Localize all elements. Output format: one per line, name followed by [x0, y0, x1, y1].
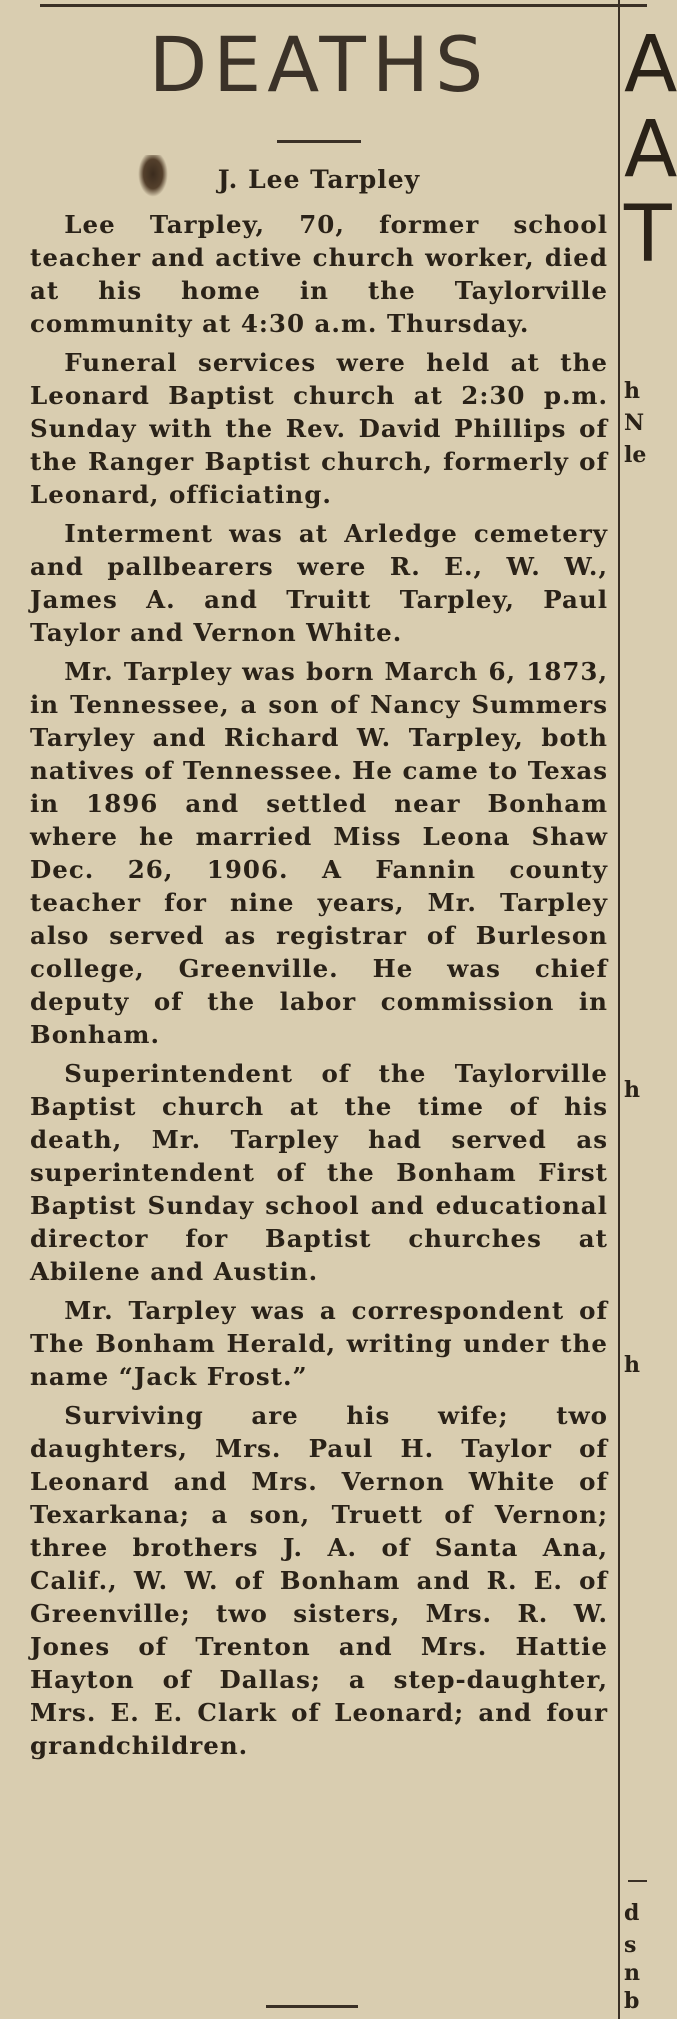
adjacent-fragment-3: T	[624, 190, 672, 280]
adjacent-fragment-2: A	[624, 105, 677, 195]
paragraph-6: Mr. Tarpley was a correspondent of The Bonham Herald, writing under the name “Jack Frost.”	[30, 1296, 608, 1391]
adjacent-fragment-12: b	[624, 1988, 640, 2014]
adjacent-fragment-4: h	[624, 378, 640, 404]
adjacent-fragment-8: h	[624, 1352, 640, 1378]
adjacent-fragment-9: d	[624, 1900, 640, 1926]
adjacent-fragment-6: le	[624, 442, 647, 468]
section-heading: DEATHS	[148, 20, 490, 109]
adjacent-fragment-1: A	[624, 20, 677, 110]
adjacent-fragment-7: h	[624, 1077, 640, 1103]
paragraph-4: Mr. Tarpley was born March 6, 1873, in Tennessee, a son of Nancy Summers Taryley and Richard W. Tarpley, both natives of Tennessee. He came to Texas in 1896 and settled near Bonham where he married Miss Leona Shaw Dec. 26, 1906. A Fannin county teacher for nine years, Mr. Tarpley also served as registrar of Burleson college, Greenville. He was chief deputy of the labor commission in Bonham.	[30, 657, 608, 1049]
adjacent-fragment-5: N	[624, 410, 645, 436]
end-divider	[266, 2005, 358, 2008]
paragraph-2: Funeral services were held at the Leonard Baptist church at 2:30 p.m. Sunday with the Rev. David Phillips of the Ranger Baptist church, formerly of Leonard, officiating.	[30, 348, 608, 509]
paragraph-5: Superintendent of the Taylorville Baptist church at the time of his death, Mr. Tarpley had served as superintendent of the Bonham First Baptist Sunday school and educational director for Baptist churches at Abilene and Austin.	[30, 1059, 608, 1286]
heading-divider	[277, 140, 361, 143]
obituary-body	[30, 208, 608, 1768]
top-rule	[40, 4, 647, 7]
adjacent-rule	[628, 1880, 647, 1882]
obituary-byline: J. Lee Tarpley	[217, 165, 421, 194]
adjacent-fragment-11: n	[624, 1960, 640, 1986]
paragraph-3: Interment was at Arledge cemetery and pallbearers were R. E., W. W., James A. and Truitt Tarpley, Paul Taylor and Vernon White.	[30, 519, 608, 647]
paragraph-7: Surviving are his wife; two daughters, Mrs. Paul H. Taylor of Leonard and Mrs. Vernon White of Texarkana; a son, Truett of Vernon; three brothers J. A. of Santa Ana, Calif., W. W. of Bonham and R. E. of Greenville; two sisters, Mrs. R. W. Jones of Trenton and Mrs. Hattie Hayton of Dallas; a step-daughter, Mrs. E. E. Clark of Leonard; and four grandchildren.	[30, 1401, 608, 1760]
paragraph-1: Lee Tarpley, 70, former school teacher and active church worker, died at his home in the Taylorville community at 4:30 a.m. Thursday.	[30, 210, 608, 338]
adjacent-fragment-10: s	[624, 1932, 637, 1958]
column-rule	[618, 0, 620, 2019]
